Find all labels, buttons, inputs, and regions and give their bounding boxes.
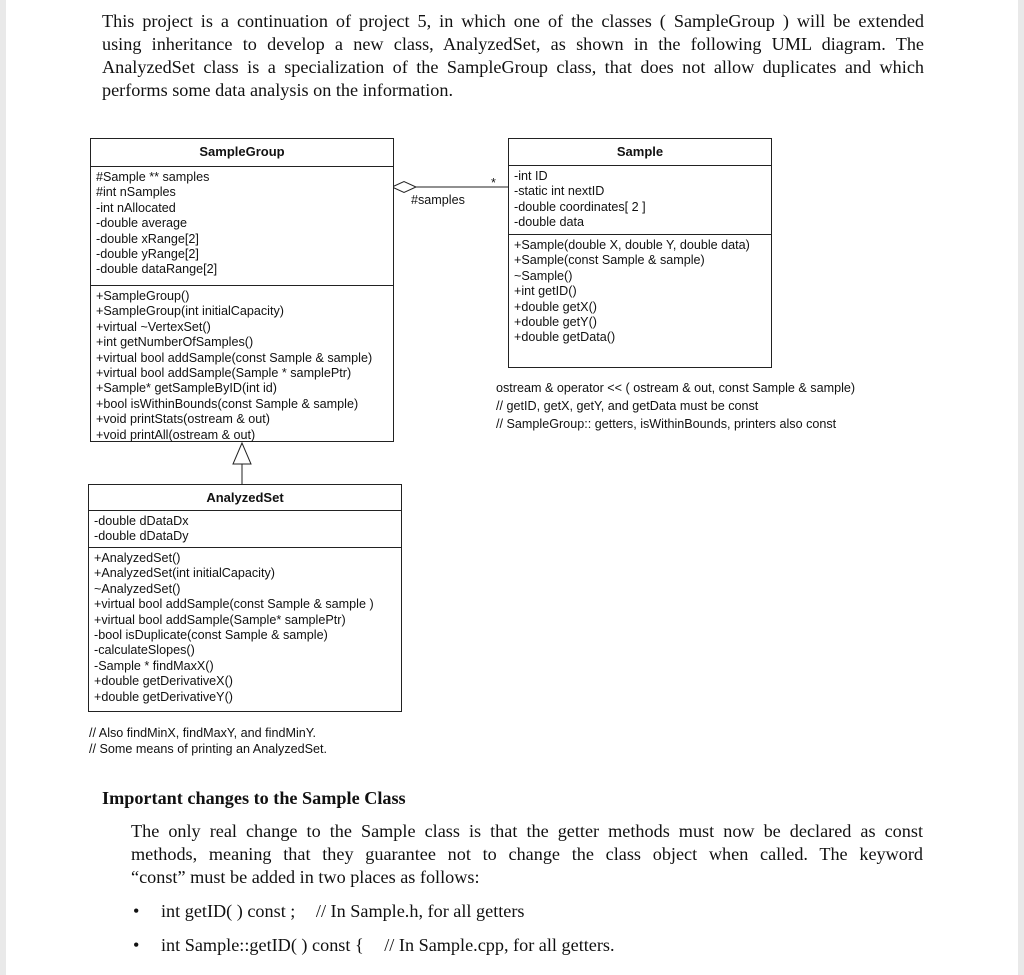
intro-paragraph	[102, 10, 924, 102]
association-label: #samples	[411, 193, 465, 207]
bullet-icon: •	[133, 935, 140, 955]
section-paragraph	[131, 820, 923, 889]
code-snippet: int getID( ) const ;	[161, 901, 296, 921]
class-attributes	[509, 166, 771, 235]
note-line: // Some means of printing an AnalyzedSet.	[89, 742, 328, 756]
attribute-row: -double dataRange[2]	[96, 262, 218, 277]
note-line: ostream & operator << ( ostream & out, const Sample & sample)	[496, 381, 856, 395]
note-line: // getID, getX, getY, and getData must be const	[496, 399, 759, 413]
method-row: +virtual bool addSample(Sample * samplePtr)	[96, 366, 352, 381]
attribute-row: -double xRange[2]	[96, 231, 199, 246]
attribute-row: #int nSamples	[96, 185, 176, 200]
class-box-analyzedset	[88, 484, 402, 712]
method-row: +SampleGroup()	[96, 289, 190, 303]
method-row: +virtual bool addSample(const Sample & sample)	[96, 350, 373, 365]
method-row: -calculateSlopes()	[94, 643, 195, 658]
method-row: +int getID()	[514, 284, 577, 299]
attribute-row: -double dDataDx	[94, 514, 189, 528]
section-heading: Important changes to the Sample Class	[102, 788, 406, 808]
method-row: ~Sample()	[514, 268, 573, 283]
class-box-samplegroup	[90, 138, 394, 442]
method-row: +void printAll(ostream & out)	[96, 427, 256, 442]
intro-line: using inheritance to develop a new class, AnalyzedSet, as shown in the following UML diagram. The	[102, 34, 924, 54]
section-line: “const” must be added in two places as follows:	[131, 867, 480, 887]
code-snippet: int Sample::getID( ) const {	[161, 935, 364, 955]
method-row: +void printStats(ostream & out)	[96, 412, 270, 427]
class-name: SampleGroup	[91, 139, 393, 167]
bullet-list	[131, 899, 615, 967]
method-row: +Sample* getSampleByID(int id)	[96, 381, 277, 396]
code-comment: // In Sample.h, for all getters	[315, 901, 525, 921]
attribute-row: #Sample ** samples	[96, 170, 210, 184]
intro-line: This project is a continuation of project 5, in which one of the classes ( SampleGroup ) will be extended	[102, 11, 924, 31]
method-row: -Sample * findMaxX()	[94, 658, 214, 673]
attribute-row: -double yRange[2]	[96, 247, 199, 262]
method-row: +bool isWithinBounds(const Sample & sample)	[96, 396, 359, 411]
method-row: +double getX()	[514, 299, 597, 314]
attribute-row: -double data	[514, 215, 585, 230]
code-comment: // In Sample.cpp, for all getters.	[384, 935, 615, 955]
method-row: +double getDerivativeY()	[94, 689, 233, 704]
method-row: ~AnalyzedSet()	[94, 581, 181, 596]
bullet-icon: •	[133, 901, 140, 921]
attribute-row: -double coordinates[ 2 ]	[514, 199, 646, 214]
section-line: The only real change to the Sample class is that the getter methods must now be declared as const	[131, 821, 923, 841]
class-name: AnalyzedSet	[89, 485, 401, 511]
class-box-sample	[508, 138, 772, 368]
method-row: +virtual bool addSample(Sample* samplePtr)	[94, 612, 346, 627]
attribute-row: -int nAllocated	[96, 200, 176, 215]
list-item	[131, 933, 615, 967]
method-row: +double getDerivativeX()	[94, 674, 233, 689]
association-multiplicity: *	[491, 176, 496, 190]
page-right-edge	[1018, 0, 1024, 975]
method-row: -bool isDuplicate(const Sample & sample)	[94, 628, 328, 643]
analyzedset-notes	[89, 725, 327, 757]
sample-notes	[496, 379, 855, 433]
class-attributes	[91, 167, 393, 286]
class-methods	[89, 548, 401, 708]
attribute-row: -static int nextID	[514, 184, 605, 199]
method-row: +SampleGroup(int initialCapacity)	[96, 304, 284, 319]
class-methods	[509, 235, 771, 349]
method-row: +double getY()	[514, 315, 597, 330]
method-row: +AnalyzedSet(int initialCapacity)	[94, 566, 275, 581]
attribute-row: -double average	[96, 216, 188, 231]
method-row: +virtual ~VertexSet()	[96, 319, 211, 334]
note-line: // Also findMinX, findMaxY, and findMinY.	[89, 726, 317, 740]
page-left-edge	[0, 0, 6, 975]
class-methods	[91, 286, 393, 446]
method-row: +virtual bool addSample(const Sample & sample )	[94, 597, 374, 612]
method-row: +Sample(const Sample & sample)	[514, 253, 705, 268]
attribute-row: -double dDataDy	[94, 529, 189, 544]
intro-line: performs some data analysis on the information.	[102, 80, 454, 100]
note-line: // SampleGroup:: getters, isWithinBounds, printers also const	[496, 417, 837, 431]
method-row: +AnalyzedSet()	[94, 551, 181, 565]
attribute-row: -int ID	[514, 169, 548, 183]
aggregation-diamond-icon	[392, 182, 416, 193]
class-name: Sample	[509, 139, 771, 166]
section-line: methods, meaning that they guarantee not to change the class object when called. The keyword	[131, 844, 923, 864]
method-row: +Sample(double X, double Y, double data)	[514, 238, 750, 252]
intro-line: AnalyzedSet class is a specialization of the SampleGroup class, that does not allow duplicates and which	[102, 57, 924, 77]
method-row: +double getData()	[514, 330, 616, 345]
class-attributes	[89, 511, 401, 548]
method-row: +int getNumberOfSamples()	[96, 335, 254, 350]
inheritance-triangle-icon	[233, 443, 251, 464]
list-item	[131, 899, 615, 933]
